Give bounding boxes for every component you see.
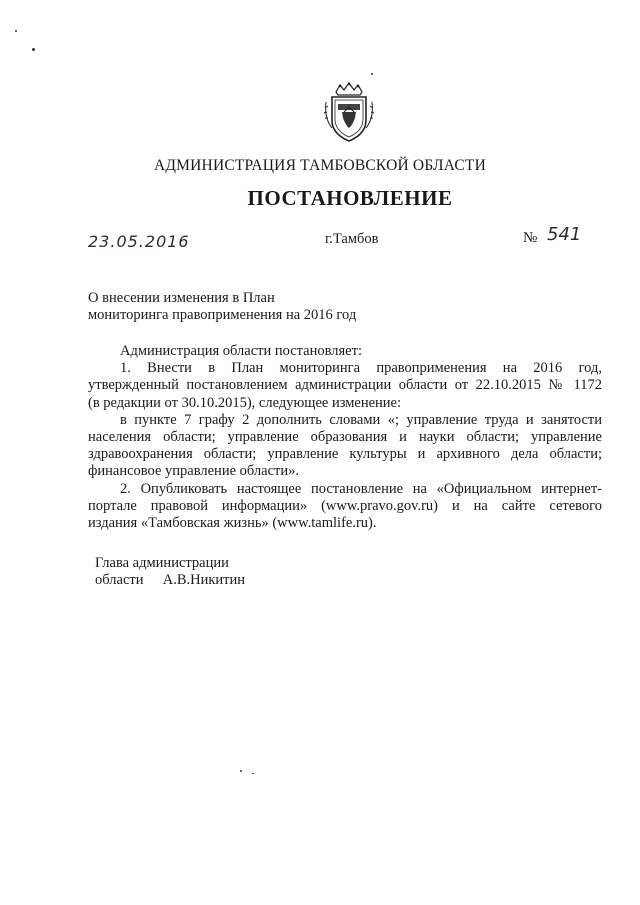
city-label: г.Тамбов bbox=[325, 231, 379, 247]
body-line: здравоохранения области; управление культуры и архивного дела области; bbox=[88, 446, 602, 463]
document-body bbox=[88, 343, 602, 532]
body-line: финансовое управление области». bbox=[88, 463, 299, 480]
body-line: портале правовой информации» (www.pravo.gov.ru) и на сайте сетевого bbox=[88, 497, 602, 514]
body-line: в пункте 7 графу 2 дополнить словами «; управление труда и занятости bbox=[120, 411, 602, 428]
body-line: Администрация области постановляет: bbox=[120, 343, 362, 359]
tambov-coat-of-arms-icon bbox=[322, 82, 376, 144]
document-subject bbox=[88, 290, 356, 324]
scan-speck bbox=[371, 73, 373, 75]
signature-name: А.В.Никитин bbox=[162, 572, 246, 588]
handwritten-number: 541 bbox=[547, 224, 582, 245]
scan-speck bbox=[32, 48, 35, 51]
body-line: издания «Тамбовская жизнь» (www.tamlife.ru). bbox=[88, 515, 377, 532]
subject-line: мониторинга правоприменения на 2016 год bbox=[88, 307, 357, 323]
body-line: (в редакции от 30.10.2015), следующее изменение: bbox=[88, 394, 402, 411]
scan-speck bbox=[240, 770, 242, 772]
scan-speck bbox=[252, 773, 254, 774]
signature-title: Глава администрации bbox=[95, 555, 229, 571]
subject-line: О внесении изменения в План bbox=[88, 290, 275, 306]
number-label: № bbox=[523, 230, 538, 246]
body-line: 2. Опубликовать настоящее постановление на «Официальном интернет- bbox=[120, 480, 602, 497]
organization-title: АДМИНИСТРАЦИЯ ТАМБОВСКОЙ ОБЛАСТИ bbox=[154, 157, 486, 174]
document-type-title: ПОСТАНОВЛЕНИЕ bbox=[247, 186, 453, 210]
body-line: 1. Внести в План мониторинга правоприменения на 2016 год, bbox=[120, 360, 602, 377]
signature-block bbox=[95, 555, 245, 589]
scan-speck bbox=[15, 30, 17, 32]
signature-title-region: области bbox=[95, 572, 144, 588]
body-line: населения области; управление образования и науки области; управление bbox=[88, 429, 602, 446]
body-line: утвержденный постановлением администрации области от 22.10.2015 № 1172 bbox=[88, 377, 602, 394]
handwritten-date: 23.05.2016 bbox=[88, 232, 190, 251]
